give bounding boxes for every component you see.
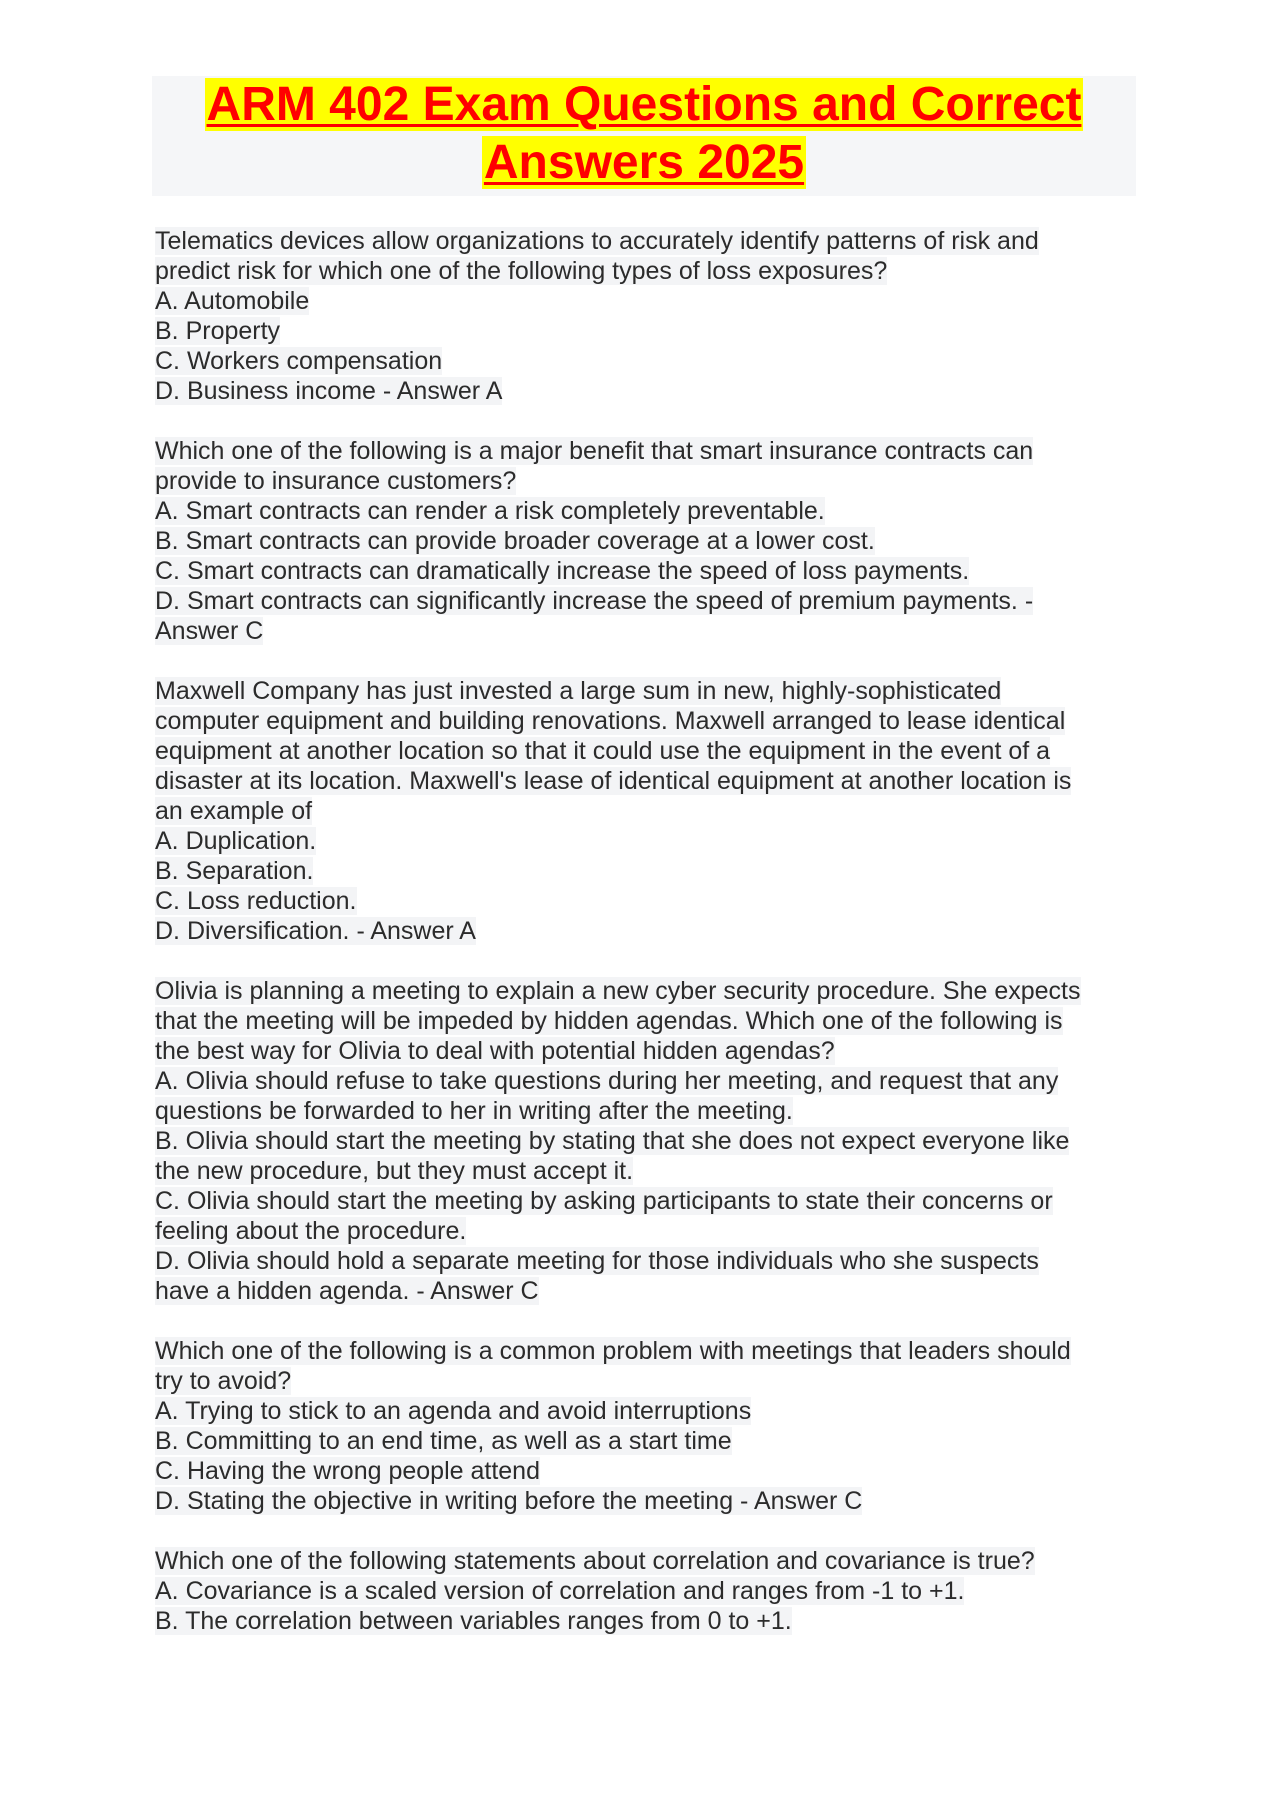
answer-option: B. Olivia should start the meeting by stating that she does not expect everyone like — [155, 1127, 1070, 1155]
question-1 — [155, 226, 1135, 406]
answer-option: C. Olivia should start the meeting by asking participants to state their concerns or — [155, 1187, 1053, 1215]
answer-option: A. Covariance is a scaled version of correlation and ranges from -1 to +1. — [155, 1577, 965, 1605]
answer-option: A. Olivia should refuse to take questions during her meeting, and request that any — [155, 1067, 1059, 1095]
title-line-1: ARM 402 Exam Questions and Correct — [206, 78, 1082, 131]
answer-option: C. Workers compensation — [155, 347, 443, 375]
answer-option: B. The correlation between variables ranges from 0 to +1. — [155, 1607, 792, 1635]
answer-option: B. Property — [155, 317, 281, 345]
answer-option: have a hidden agenda. - Answer C — [155, 1277, 539, 1305]
answer-option: D. Stating the objective in writing before the meeting - Answer C — [155, 1487, 863, 1515]
question-line: Telematics devices allow organizations to accurately identify patterns of risk and — [155, 227, 1039, 255]
answer-option: C. Loss reduction. — [155, 887, 357, 915]
question-line: computer equipment and building renovations. Maxwell arranged to lease identical — [155, 707, 1066, 735]
question-line: equipment at another location so that it could use the equipment in the event of a — [155, 737, 1051, 765]
question-line: Which one of the following is a major benefit that smart insurance contracts can — [155, 437, 1034, 465]
question-3 — [155, 676, 1135, 946]
title-line-2: Answers 2025 — [483, 136, 805, 189]
question-line: disaster at its location. Maxwell's lease of identical equipment at another location is — [155, 767, 1072, 795]
answer-option: questions be forwarded to her in writing after the meeting. — [155, 1097, 793, 1125]
answer-option: D. Diversification. - Answer A — [155, 917, 476, 945]
document-title — [152, 76, 1136, 196]
question-line: Which one of the following is a common problem with meetings that leaders should — [155, 1337, 1071, 1365]
answer-option: B. Committing to an end time, as well as a start time — [155, 1427, 732, 1455]
question-line: Maxwell Company has just invested a large sum in new, highly-sophisticated — [155, 677, 1002, 705]
answer-option: A. Automobile — [155, 287, 310, 315]
answer-option: C. Having the wrong people attend — [155, 1457, 540, 1485]
answer-option: feeling about the procedure. — [155, 1217, 467, 1245]
answer-option: D. Smart contracts can significantly increase the speed of premium payments. - — [155, 587, 1034, 615]
answer-option: A. Smart contracts can render a risk completely preventable. — [155, 497, 825, 525]
question-line: provide to insurance customers? — [155, 467, 517, 495]
answer-option: the new procedure, but they must accept it. — [155, 1157, 634, 1185]
answer-option: C. Smart contracts can dramatically increase the speed of loss payments. — [155, 557, 970, 585]
questions-list — [155, 226, 1135, 1666]
question-2 — [155, 436, 1135, 646]
question-line: Olivia is planning a meeting to explain a new cyber security procedure. She expects — [155, 977, 1081, 1005]
question-5 — [155, 1336, 1135, 1516]
question-line: try to avoid? — [155, 1367, 292, 1395]
question-line: Which one of the following statements about correlation and covariance is true? — [155, 1547, 1035, 1575]
answer-option: A. Duplication. — [155, 827, 317, 855]
question-line: predict risk for which one of the following types of loss exposures? — [155, 257, 888, 285]
question-line: an example of — [155, 797, 313, 825]
answer-option: B. Separation. — [155, 857, 314, 885]
question-line: the best way for Olivia to deal with potential hidden agendas? — [155, 1037, 835, 1065]
answer-option: B. Smart contracts can provide broader coverage at a lower cost. — [155, 527, 875, 555]
question-4 — [155, 976, 1135, 1306]
answer-option: D. Business income - Answer A — [155, 377, 503, 405]
answer-option: Answer C — [155, 617, 264, 645]
answer-option: A. Trying to stick to an agenda and avoid interruptions — [155, 1397, 752, 1425]
answer-option: D. Olivia should hold a separate meeting for those individuals who she suspects — [155, 1247, 1039, 1275]
question-6 — [155, 1546, 1135, 1636]
question-line: that the meeting will be impeded by hidden agendas. Which one of the following is — [155, 1007, 1063, 1035]
